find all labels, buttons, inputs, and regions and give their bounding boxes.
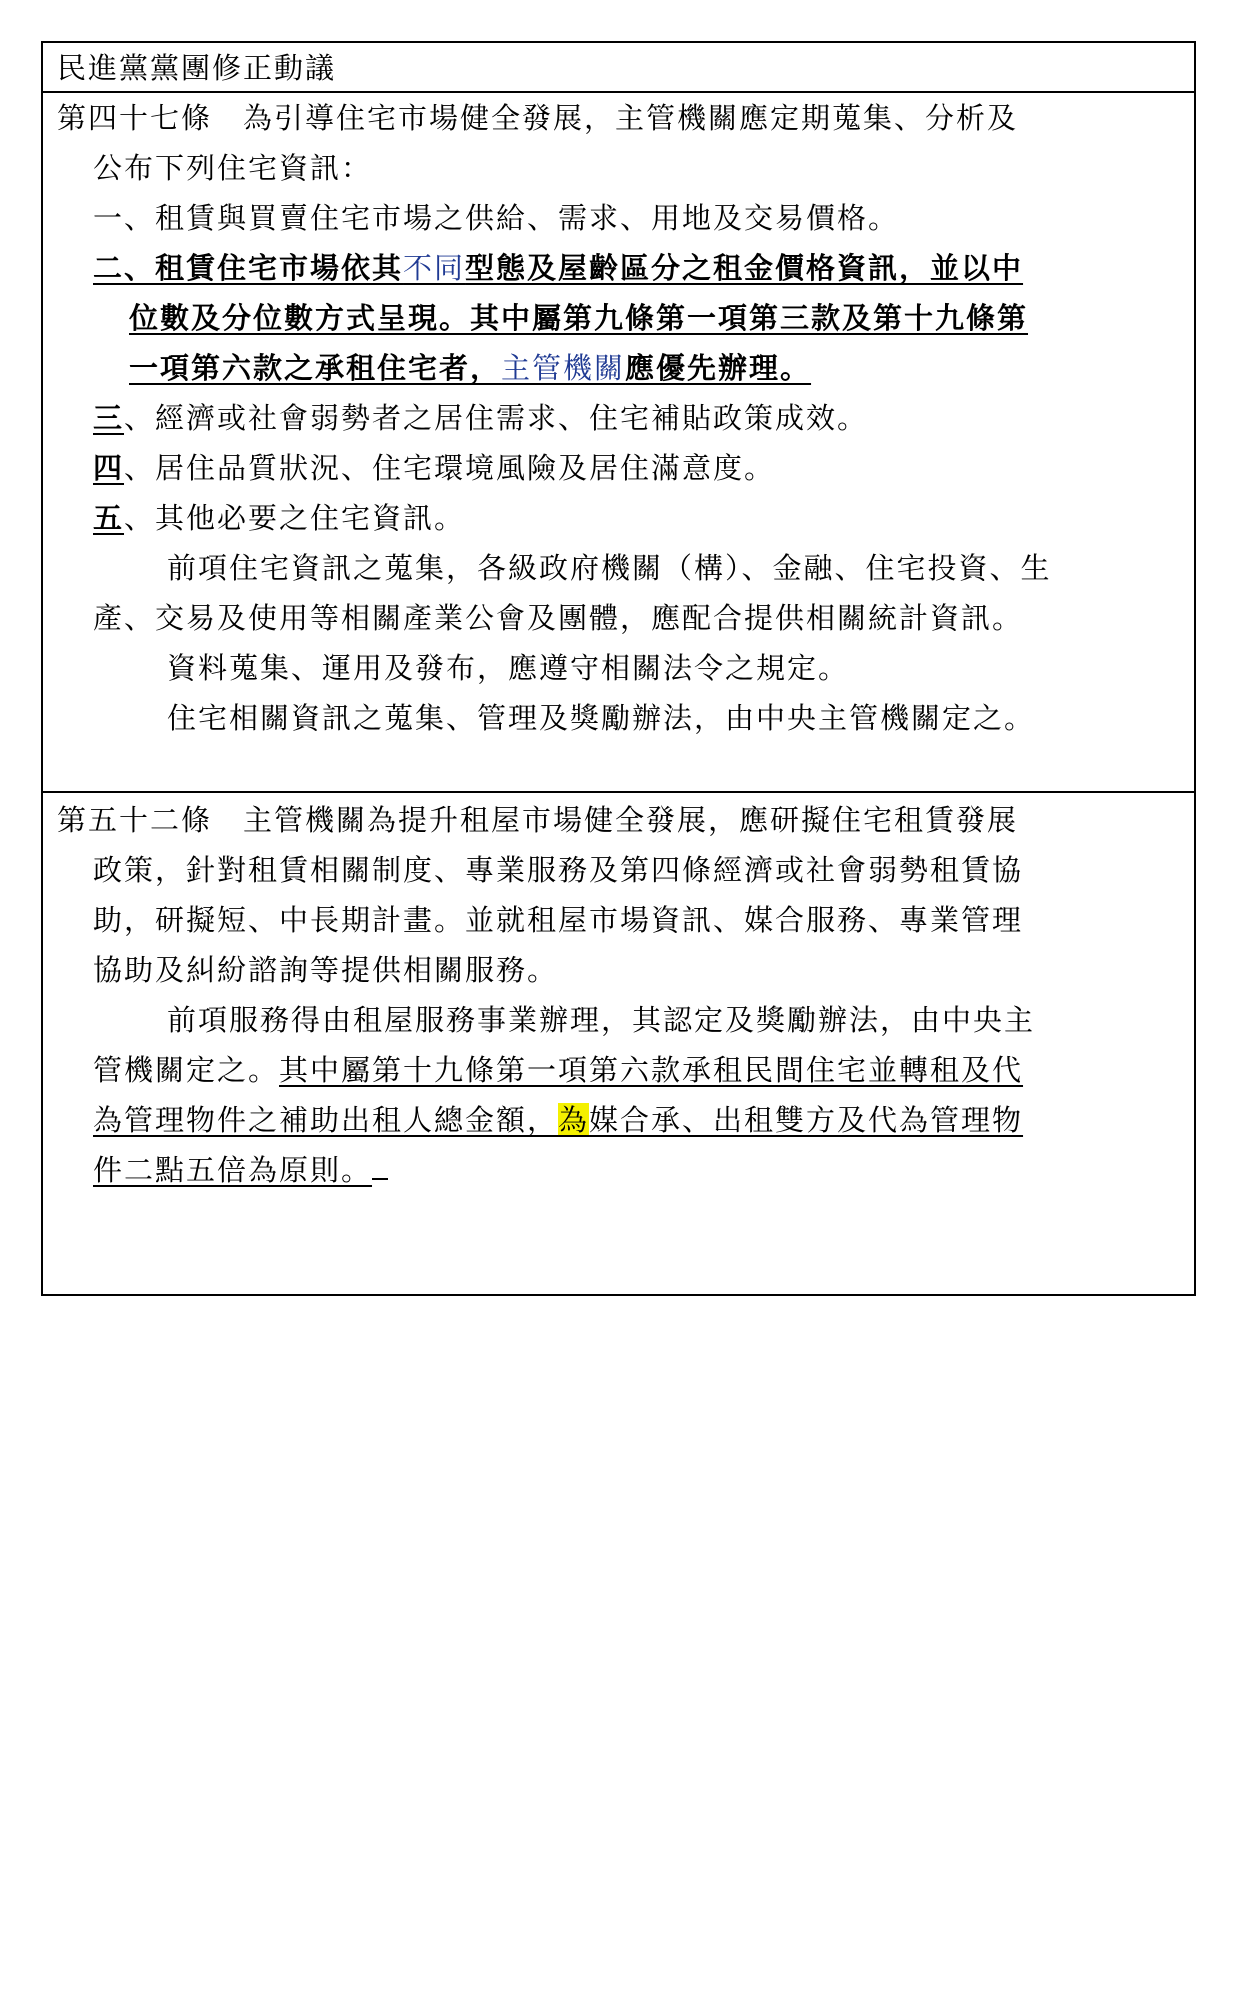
item-3-number: 三 [93, 401, 125, 435]
article-52-line-1: 第五十二條 主管機關為提升租屋市場健全發展，應研擬住宅租賃發展 [57, 803, 1019, 837]
article-52-para-2-line-1: 前項服務得由租屋服務事業辦理，其認定及獎勵辦法，由中央主 [167, 1003, 1036, 1037]
para-2-l2-text-a: 管機關定之。 [93, 1053, 280, 1087]
article-52-line-3: 助，研擬短、中長期計畫。並就租屋市場資訊、媒合服務、專業管理 [93, 903, 1024, 937]
article-47-para-4: 住宅相關資訊之蒐集、管理及獎勵辦法，由中央主管機關定之。 [167, 701, 1036, 735]
item-2-text-c: 型態及屋齡區分之租金價格資訊，並以中 [465, 251, 1024, 285]
document-title: 民進黨黨團修正動議 [57, 51, 337, 85]
item-2-l3-text-blue: 主管機關 [501, 351, 626, 385]
item-2-l3-text-c: 應優先辦理。 [625, 351, 812, 385]
item-4-text: 、居住品質狀況、住宅環境風險及居住滿意度。 [124, 451, 776, 485]
article-47-para-2-line-1: 前項住宅資訊之蒐集，各級政府機關（構）、金融、住宅投資、生 [167, 551, 1052, 585]
para-2-l3-text-c: 媒合承、出租雙方及代為管理物 [589, 1103, 1024, 1137]
article-47-item-5 [93, 501, 465, 535]
para-2-l4-text: 件二點五倍為原則。 [93, 1153, 373, 1187]
article-52-line-2: 政策，針對租賃相關制度、專業服務及第四條經濟或社會弱勢租賃協 [93, 853, 1024, 887]
article-47-line-1: 第四十七條 為引導住宅市場健全發展，主管機關應定期蒐集、分析及 [57, 101, 1019, 135]
article-52-cell [43, 795, 1194, 1294]
article-52-para-2-line-2 [93, 1053, 1023, 1087]
article-47-item-4 [93, 451, 775, 485]
article-47-item-2-line-2: 位數及分位數方式呈現。其中屬第九條第一項第三款及第十九條第 [129, 301, 1029, 335]
article-47-para-2-line-2: 產、交易及使用等相關產業公會及團體，應配合提供相關統計資訊。 [93, 601, 1024, 635]
article-47-item-1: 一、租賃與買賣住宅市場之供給、需求、用地及交易價格。 [93, 201, 900, 235]
item-5-text: 、其他必要之住宅資訊。 [124, 501, 466, 535]
para-2-l3-text-a: 為管理物件之補助出租人總金額， [93, 1103, 559, 1137]
item-2-text-blue: 不同 [403, 251, 466, 285]
item-4-number: 四 [93, 451, 125, 485]
article-47-item-3 [93, 401, 868, 435]
item-2-text-a: 二、租賃住宅市場依其 [93, 251, 404, 285]
article-52-line-4: 協助及糾紛諮詢等提供相關服務。 [93, 953, 559, 987]
article-47-line-2: 公布下列住宅資訊： [93, 151, 373, 185]
article-47-item-2-line-1 [93, 251, 1023, 285]
item-2-l3-text-a: 一項第六款之承租住宅者， [129, 351, 502, 385]
amendment-table [41, 41, 1196, 1296]
item-5-number: 五 [93, 501, 125, 535]
underline-tail [372, 1178, 388, 1180]
article-47-item-2-line-3 [129, 351, 811, 385]
para-2-l3-highlight: 為 [558, 1103, 590, 1137]
article-52-para-2-line-4 [93, 1153, 388, 1187]
article-52-para-2-line-3 [93, 1103, 1023, 1137]
item-3-text: 、經濟或社會弱勢者之居住需求、住宅補貼政策成效。 [124, 401, 869, 435]
article-47-para-3: 資料蒐集、運用及發布，應遵守相關法令之規定。 [167, 651, 850, 685]
table-header [43, 43, 1194, 93]
article-47-cell [43, 93, 1194, 793]
para-2-l2-text-underlined: 其中屬第十九條第一項第六款承租民間住宅並轉租及代 [279, 1053, 1024, 1087]
